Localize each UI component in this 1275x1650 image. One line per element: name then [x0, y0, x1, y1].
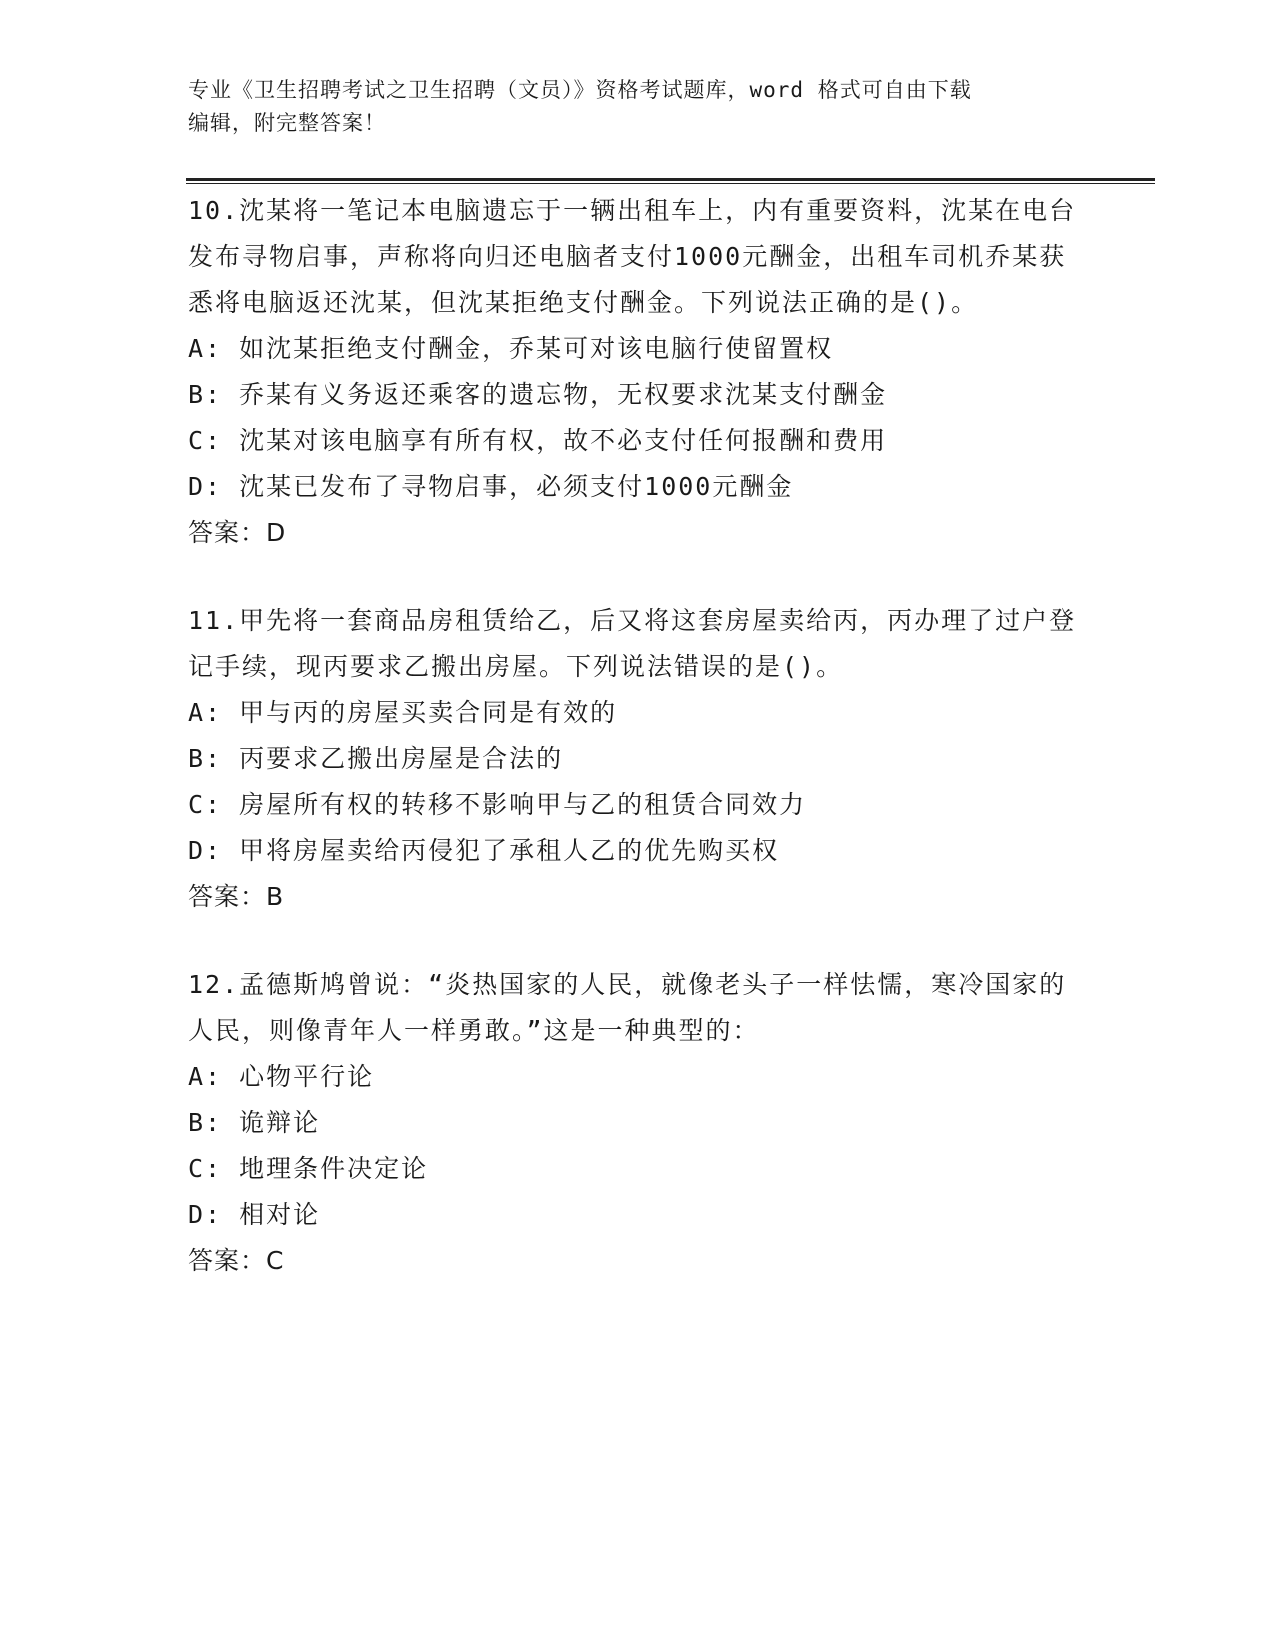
question-10: [188, 188, 1088, 556]
question-12: [188, 962, 1088, 1284]
question-stem: 10.沈某将一笔记本电脑遗忘于一辆出租车上，内有重要资料，沈某在电台发布寻物启事，声称将向归还电脑者支付1000元酬金，出租车司机乔某获悉将电脑返还沈某，但沈某拒绝支付酬金。下列说法正确的是()。: [188, 196, 1077, 317]
option-a: A: 心物平行论: [188, 1062, 375, 1091]
question-stem: 12.孟德斯鸠曾说：“炎热国家的人民，就像老头子一样怯懦，寒冷国家的人民，则像青年人一样勇敢。”这是一种典型的：: [188, 970, 1067, 1045]
option-a: A: 甲与丙的房屋买卖合同是有效的: [188, 698, 618, 727]
option-d: D: 沈某已发布了寻物启事，必须支付1000元酬金: [188, 472, 794, 501]
answer-label: 答案：C: [188, 1246, 285, 1275]
question-11: [188, 598, 1088, 920]
header-line-2: 编辑，附完整答案！: [188, 111, 386, 135]
option-d: D: 甲将房屋卖给丙侵犯了承租人乙的优先购买权: [188, 836, 780, 865]
option-c: C: 沈某对该电脑享有所有权，故不必支付任何报酬和费用: [188, 426, 888, 455]
option-c: C: 房屋所有权的转移不影响甲与乙的租赁合同效力: [188, 790, 807, 819]
option-b: B: 乔某有义务返还乘客的遗忘物，无权要求沈某支付酬金: [188, 380, 888, 409]
option-c: C: 地理条件决定论: [188, 1154, 429, 1183]
page-header: [188, 74, 1088, 140]
option-b: B: 丙要求乙搬出房屋是合法的: [188, 744, 564, 773]
question-stem: 11.甲先将一套商品房租赁给乙，后又将这套房屋卖给丙，丙办理了过户登记手续，现丙要求乙搬出房屋。下列说法错误的是()。: [188, 606, 1077, 681]
header-divider-thin: [186, 183, 1155, 184]
option-d: D: 相对论: [188, 1200, 321, 1229]
header-line-1: 专业《卫生招聘考试之卫生招聘（文员）》资格考试题库，word 格式可自由下载: [188, 78, 972, 102]
answer-label: 答案：B: [188, 882, 285, 911]
option-b: B: 诡辩论: [188, 1108, 321, 1137]
option-a: A: 如沈某拒绝支付酬金，乔某可对该电脑行使留置权: [188, 334, 834, 363]
header-divider-thick: [186, 178, 1155, 181]
question-list: [188, 188, 1088, 1326]
answer-label: 答案：D: [188, 518, 287, 547]
